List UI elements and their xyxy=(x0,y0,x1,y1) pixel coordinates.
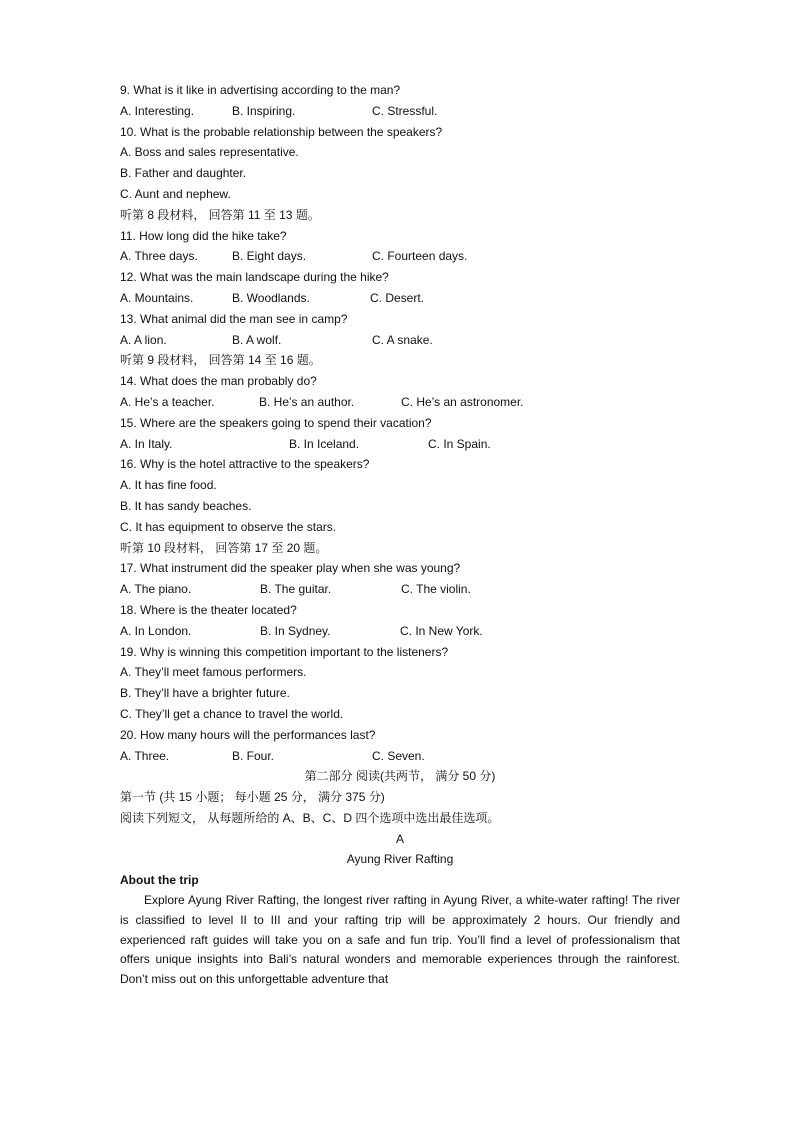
answer-option: C. Desert. xyxy=(370,290,425,305)
question-line: 11. How long did the hike take? xyxy=(120,228,287,243)
question-line: 10. What is the probable relationship between the speakers? xyxy=(120,124,443,139)
answer-options xyxy=(120,746,680,767)
answer-options xyxy=(120,330,680,351)
answer-option: C. Stressful. xyxy=(372,103,438,118)
question-line: 阅读下列短文， 从每题所给的 A、B、C、D 四个选项中选出最佳选项。 xyxy=(120,810,500,825)
answer-option: A. He’s a teacher. xyxy=(120,394,215,409)
answer-option: A. In London. xyxy=(120,623,192,638)
answer-options xyxy=(120,288,680,309)
answer-option: A. Mountains. xyxy=(120,290,194,305)
section-heading: 第二部分 阅读(共两节， 满分 50 分) xyxy=(304,769,496,784)
question-line: 第一节 (共 15 小题； 每小题 25 分， 满分 375 分) xyxy=(120,790,385,805)
answer-options xyxy=(120,579,680,600)
answer-options xyxy=(120,101,680,122)
answer-option: B. He’s an author. xyxy=(259,394,355,409)
answer-option: C. Fourteen days. xyxy=(372,249,468,264)
question-line: A. Boss and sales representative. xyxy=(120,145,299,160)
section-heading: A xyxy=(395,831,404,846)
question-line: 听第 8 段材料， 回答第 11 至 13 题。 xyxy=(120,207,320,222)
answer-option: C. He’s an astronomer. xyxy=(401,394,524,409)
answer-options xyxy=(120,621,680,642)
question-line: 13. What animal did the man see in camp? xyxy=(120,311,348,326)
passage-paragraph: Explore Ayung River Rafting, the longest river rafting in Ayung River, a white-water rafting! The river is classified to level II to III and your rafting trip will be approximately 2 hours. Our friendly and experienced raft guides will take you on a safe and fun trip. You’ll find a level of professionalism that offers unique insights into Bali’s natural wonders and memorable experiences through the rainforest. Don’t miss out on this unforgettable adventure that xyxy=(120,893,680,987)
answer-option: A. A lion. xyxy=(120,332,167,347)
question-line: 听第 9 段材料， 回答第 14 至 16 题。 xyxy=(120,353,321,368)
question-line: B. Father and daughter. xyxy=(120,166,247,181)
subsection-title: About the trip xyxy=(120,873,199,888)
answer-option: B. In Sydney. xyxy=(260,623,331,638)
question-line: 18. Where is the theater located? xyxy=(120,602,297,617)
answer-option: A. In Italy. xyxy=(120,436,173,451)
answer-options xyxy=(120,434,680,455)
answer-option: B. Woodlands. xyxy=(232,290,310,305)
answer-option: C. In New York. xyxy=(400,623,483,638)
answer-option: C. A snake. xyxy=(372,332,433,347)
answer-options xyxy=(120,392,680,413)
answer-option: A. Interesting. xyxy=(120,103,195,118)
question-line: 19. Why is winning this competition important to the listeners? xyxy=(120,644,449,659)
exam-content xyxy=(120,80,680,990)
answer-option: C. Seven. xyxy=(372,748,425,763)
answer-options xyxy=(120,246,680,267)
question-line: 16. Why is the hotel attractive to the speakers? xyxy=(120,457,370,472)
answer-option: B. A wolf. xyxy=(232,332,282,347)
question-line: B. They’ll have a brighter future. xyxy=(120,686,290,701)
answer-option: A. Three days. xyxy=(120,249,198,264)
question-line: B. It has sandy beaches. xyxy=(120,498,252,513)
question-line: 14. What does the man probably do? xyxy=(120,374,317,389)
question-line: A. It has fine food. xyxy=(120,478,217,493)
answer-option: B. The guitar. xyxy=(260,582,332,597)
question-line: C. Aunt and nephew. xyxy=(120,186,231,201)
answer-option: B. Four. xyxy=(232,748,275,763)
answer-option: A. The piano. xyxy=(120,582,192,597)
question-line: 12. What was the main landscape during the hike? xyxy=(120,270,389,285)
question-line: 9. What is it like in advertising according to the man? xyxy=(120,83,401,97)
question-line: A. They’ll meet famous performers. xyxy=(120,665,307,680)
answer-option: B. In Iceland. xyxy=(289,436,360,451)
question-line: 听第 10 段材料， 回答第 17 至 20 题。 xyxy=(120,540,328,555)
answer-option: C. The violin. xyxy=(401,582,471,597)
answer-option: C. In Spain. xyxy=(428,436,491,451)
question-line: 20. How many hours will the performances last? xyxy=(120,727,376,742)
question-line: 17. What instrument did the speaker play when she was young? xyxy=(120,561,461,576)
question-line: C. It has equipment to observe the stars. xyxy=(120,519,337,534)
answer-option: B. Eight days. xyxy=(232,249,307,264)
question-line: C. They’ll get a chance to travel the world. xyxy=(120,706,344,721)
section-heading: Ayung River Rafting xyxy=(346,852,454,867)
answer-option: B. Inspiring. xyxy=(232,103,296,118)
question-line: 15. Where are the speakers going to spend their vacation? xyxy=(120,415,432,430)
answer-option: A. Three. xyxy=(120,748,170,763)
